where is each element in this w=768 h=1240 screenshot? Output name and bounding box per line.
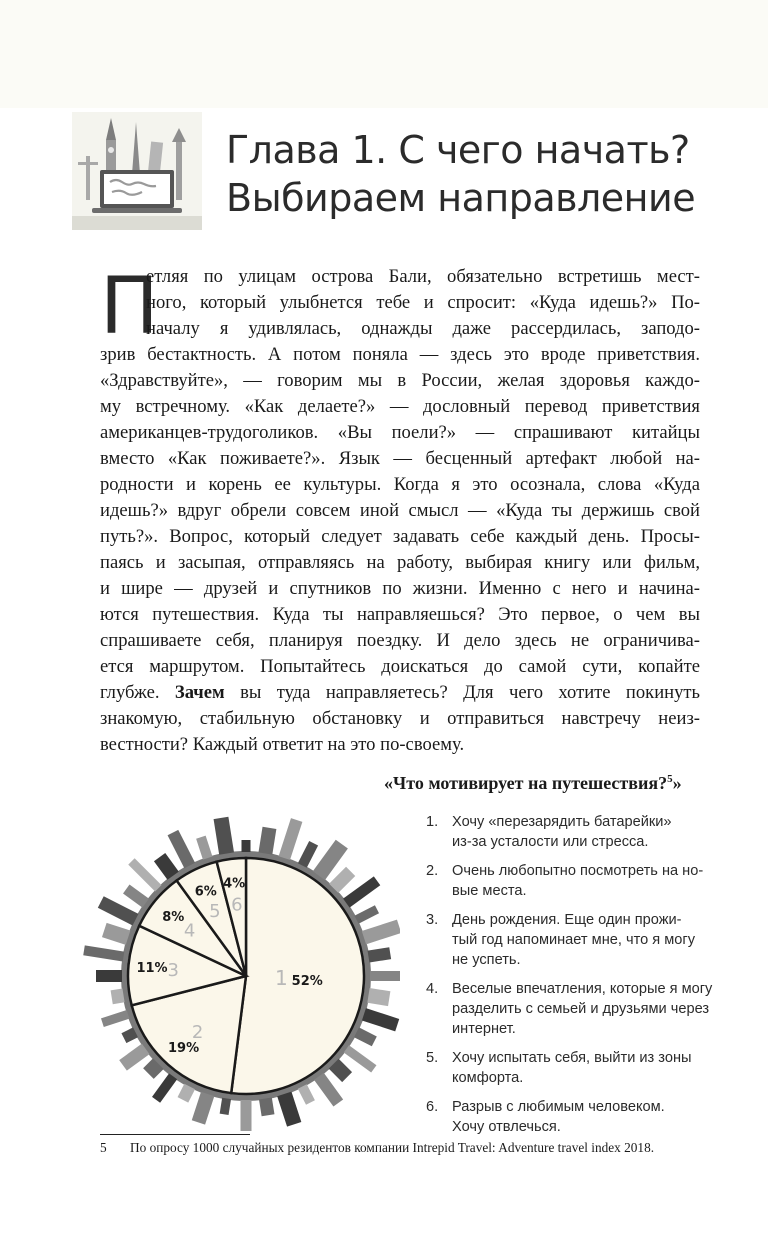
body-line: американцев-трудоголиков. «Вы поели?» — спрашивают китайцы bbox=[100, 422, 700, 443]
ring-building bbox=[101, 1010, 129, 1027]
reason-text-line: Хочу испытать себя, выйти из зоны bbox=[452, 1050, 692, 1066]
reason-number: 4. bbox=[426, 981, 439, 997]
ring-building bbox=[196, 836, 212, 860]
body-line-17-pre: глубже. bbox=[100, 682, 175, 703]
slice-value-label: 8% bbox=[162, 909, 185, 925]
ring-building bbox=[279, 818, 303, 860]
emphasis-word: Зачем bbox=[174, 682, 225, 703]
reason-text-line: Разрыв с любимым человеком. bbox=[452, 1099, 665, 1115]
slice-value-label: 19% bbox=[168, 1040, 200, 1056]
reason-text-line: Хочу «перезарядить батарейки» bbox=[452, 814, 672, 830]
slice-value-label: 6% bbox=[194, 884, 217, 900]
body-line: му встречному. «Как делаете?» — дословный перевод приветствия bbox=[100, 396, 700, 417]
slice-index-label: 6 bbox=[231, 894, 243, 916]
reason-number: 6. bbox=[426, 1099, 439, 1115]
ring-building bbox=[370, 971, 400, 981]
ring-building bbox=[242, 840, 251, 852]
ring-building bbox=[368, 947, 392, 962]
body-line: «Здравствуйте», — говорим мы в России, желая здоровья каждо- bbox=[100, 370, 700, 391]
reason-item bbox=[426, 979, 716, 1039]
body-paragraph bbox=[100, 264, 700, 758]
ring-building bbox=[298, 841, 318, 868]
reason-text-line: разделить с семьей и друзьями через bbox=[452, 1001, 710, 1017]
reason-text-line: не успеть. bbox=[452, 952, 521, 968]
ring-building bbox=[354, 905, 379, 923]
reason-text-line: День рождения. Еще один прожи- bbox=[452, 912, 682, 928]
body-line: и шире — друзей и спутников по жизни. Именно с него и начина- bbox=[100, 578, 700, 599]
ring-building bbox=[344, 1045, 377, 1072]
body-line: ется маршрутом. Попытайтесь доискаться до самой сути, копайте bbox=[100, 656, 700, 677]
ring-building bbox=[83, 945, 124, 961]
reason-text-line: Хочу отвлечься. bbox=[452, 1119, 561, 1135]
ring-building bbox=[98, 896, 139, 925]
survey-title-close: » bbox=[672, 773, 682, 793]
reason-item bbox=[426, 910, 716, 970]
ring-building bbox=[367, 988, 390, 1006]
footnote bbox=[100, 1140, 710, 1156]
footnote-divider bbox=[100, 1134, 250, 1135]
body-line-17 bbox=[100, 680, 700, 706]
reason-number: 2. bbox=[426, 863, 439, 879]
reason-text-line: вые места. bbox=[452, 883, 527, 899]
reason-text-line: тый год напоминает мне, что я могу bbox=[452, 932, 696, 948]
ring-building bbox=[214, 817, 234, 855]
reason-item bbox=[426, 861, 716, 901]
body-line: ются путешествия. Куда ты направляешься? Это первое, о чем вы bbox=[100, 604, 700, 625]
survey-title bbox=[384, 773, 704, 794]
ring-building bbox=[259, 1097, 274, 1116]
ring-building bbox=[362, 1008, 399, 1031]
reason-number: 1. bbox=[426, 814, 439, 830]
reasons-list bbox=[426, 812, 716, 1146]
body-line-17-post: вы туда направляетесь? Для чего хотите покинуть bbox=[224, 682, 700, 703]
body-line: знакомую, стабильную обстановку и отправиться навстречу неиз- bbox=[100, 708, 700, 729]
reason-text-line: Веселые впечатления, которые я могу bbox=[452, 981, 713, 997]
body-line: вместо «Как поживаете?». Язык — бесценный артефакт любой на- bbox=[100, 448, 700, 469]
slice-value-label: 52% bbox=[291, 973, 323, 989]
reason-item bbox=[426, 1097, 716, 1137]
ring-building bbox=[152, 1073, 177, 1102]
body-line-last: вестности? Каждый ответит на это по-своему. bbox=[100, 734, 465, 755]
landmarks-laptop-illustration bbox=[72, 112, 202, 230]
motivation-pie-chart bbox=[70, 780, 400, 1140]
reason-text-line: Очень любопытно посмотреть на но- bbox=[452, 863, 704, 879]
reason-text-line: интернет. bbox=[452, 1021, 516, 1037]
slice-value-label: 4% bbox=[223, 876, 246, 892]
body-line: ного, который улыбнется тебе и спросит: «Куда идешь?» По- bbox=[146, 292, 700, 313]
ring-building bbox=[362, 920, 400, 945]
body-line: началу я удивлялась, однажды даже рассердилась, заподо- bbox=[146, 318, 700, 339]
footnote-number: 5 bbox=[100, 1140, 107, 1155]
reason-text-line: комфорта. bbox=[452, 1070, 524, 1086]
footnote-text: По опросу 1000 случайных резидентов компании Intrepid Travel: Adventure travel index 2018. bbox=[130, 1140, 655, 1155]
reason-number: 3. bbox=[426, 912, 439, 928]
chapter-title-line-2: Выбираем направление bbox=[226, 176, 696, 220]
ring-building bbox=[96, 970, 122, 982]
slice-index-label: 1 bbox=[274, 966, 288, 991]
body-line: спрашиваете себя, планируя поездку. И дело здесь не ограничива- bbox=[100, 630, 700, 651]
body-line: идешь?» вдруг обрели совсем иной смысл — «Куда ты держишь свой bbox=[100, 500, 700, 521]
slice-index-label: 4 bbox=[183, 920, 196, 942]
chapter-title bbox=[226, 126, 746, 222]
body-line: паясь и засыпая, отправляясь на работу, выбирая книгу или фильм, bbox=[100, 552, 700, 573]
ring-building bbox=[192, 1092, 215, 1125]
body-line: зрив бестактность. А потом поняла — здесь это вроде приветствия. bbox=[100, 344, 700, 365]
slice-index-label: 5 bbox=[209, 900, 221, 922]
slice-index-label: 2 bbox=[191, 1021, 204, 1043]
ring-building bbox=[102, 923, 130, 945]
ring-building bbox=[220, 1098, 231, 1115]
chapter-title-line-1: Глава 1. С чего начать? bbox=[226, 128, 690, 172]
ring-building bbox=[111, 988, 125, 1004]
survey-title-text: «Что мотивирует на путешествия? bbox=[384, 773, 668, 793]
footnote-ref: 5 bbox=[667, 773, 673, 785]
body-line: родности и корень ее культуры. Когда я это осознала, слова «Куда bbox=[100, 474, 700, 495]
body-line: путь?». Вопрос, который следует задавать себе каждый день. Просы- bbox=[100, 526, 700, 547]
ring-building bbox=[241, 1100, 252, 1131]
slice-value-label: 11% bbox=[136, 961, 168, 977]
body-line: етляя по улицам острова Бали, обязательно встретишь мест- bbox=[146, 266, 700, 287]
reason-text-line: из-за усталости или стресса. bbox=[452, 834, 649, 850]
slice-index-label: 3 bbox=[167, 960, 179, 982]
ring-building bbox=[258, 827, 276, 855]
reason-item bbox=[426, 812, 716, 852]
reason-number: 5. bbox=[426, 1050, 439, 1066]
top-band bbox=[0, 0, 768, 108]
drop-cap: П bbox=[100, 262, 159, 352]
ring-building bbox=[277, 1092, 301, 1127]
reason-item bbox=[426, 1048, 716, 1088]
